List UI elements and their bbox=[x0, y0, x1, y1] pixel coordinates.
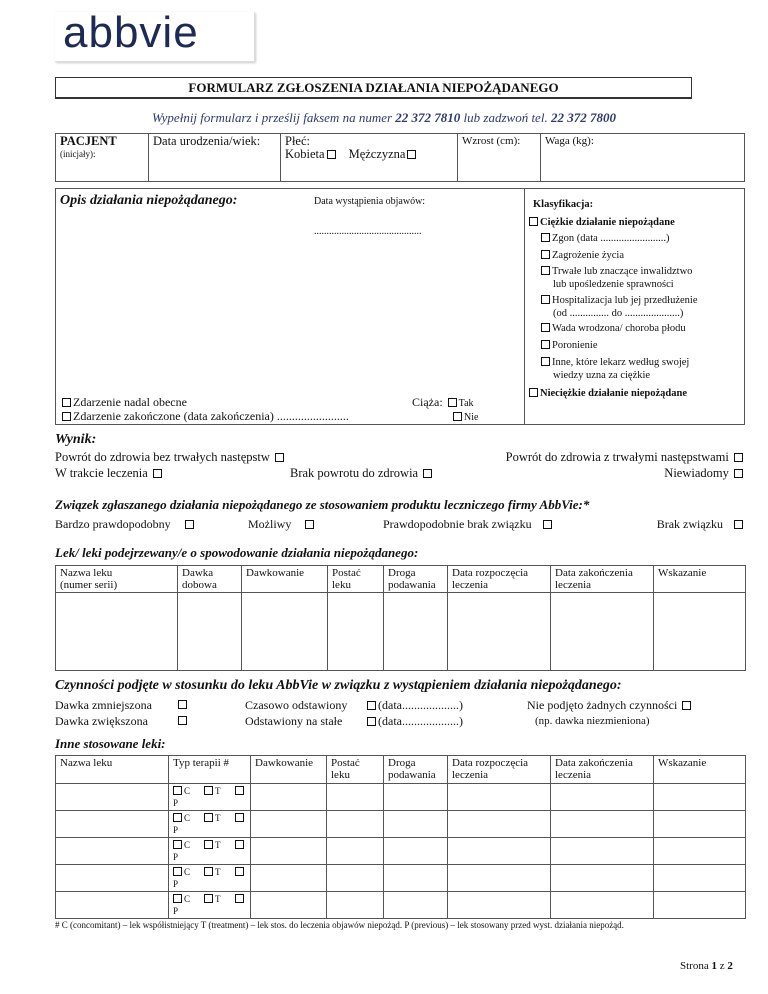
weight-field[interactable]: Waga (kg): bbox=[541, 134, 745, 182]
perm-withdrawn-checkbox[interactable] bbox=[367, 717, 376, 726]
dose-increased-checkbox[interactable] bbox=[178, 716, 187, 725]
therapy-C-checkbox[interactable] bbox=[173, 786, 182, 795]
drug-cell[interactable] bbox=[251, 865, 327, 892]
column-header: Droga podawania bbox=[384, 756, 448, 784]
column-header: Data zakończenia leczenia bbox=[551, 756, 654, 784]
serious-checkbox[interactable] bbox=[529, 217, 538, 226]
drug-cell[interactable] bbox=[654, 838, 746, 865]
table-row bbox=[56, 838, 746, 865]
no-action-checkbox[interactable] bbox=[682, 701, 691, 710]
therapy-T-checkbox[interactable] bbox=[204, 894, 213, 903]
drug-cell[interactable] bbox=[654, 865, 746, 892]
therapy-T-checkbox[interactable] bbox=[204, 840, 213, 849]
column-header: Nazwa leku bbox=[56, 756, 169, 784]
therapy-type-cell[interactable]: C TP bbox=[169, 811, 251, 838]
recovering-checkbox[interactable] bbox=[153, 469, 162, 478]
suspect-drug-table bbox=[55, 565, 746, 671]
drug-cell[interactable] bbox=[384, 811, 448, 838]
drug-cell[interactable] bbox=[327, 865, 384, 892]
drug-cell[interactable] bbox=[327, 892, 384, 919]
drug-cell[interactable] bbox=[551, 838, 654, 865]
drug-cell[interactable] bbox=[56, 593, 178, 671]
column-header: Dawka dobowa bbox=[178, 566, 242, 593]
drug-cell[interactable] bbox=[56, 838, 169, 865]
dob-field[interactable]: Data urodzenia/wiek: bbox=[149, 134, 281, 182]
page-number: Strona 1 z 2 bbox=[680, 960, 733, 972]
column-header: Data rozpoczęcia leczenia bbox=[448, 566, 551, 593]
dose-reduced-checkbox[interactable] bbox=[178, 700, 187, 709]
female-checkbox[interactable] bbox=[327, 150, 336, 159]
male-checkbox[interactable] bbox=[407, 150, 416, 159]
column-header: Data rozpoczęcia leczenia bbox=[448, 756, 551, 784]
abbvie-logo: abbvie bbox=[55, 12, 255, 62]
drug-cell[interactable] bbox=[384, 865, 448, 892]
very-likely-checkbox[interactable] bbox=[185, 520, 194, 529]
recovered-checkbox[interactable] bbox=[275, 453, 284, 462]
drug-cell[interactable] bbox=[242, 593, 328, 671]
column-header: Droga podawania bbox=[384, 566, 448, 593]
event-box: Opis działania niepożądanego: Data wystąpienia objawów: ........................................... Zdarzenie nadal obecne Zdarzenie zakończone (data zakończenia) ........................ Ciąża: Tak Nie Klasyfikacja: Ciężkie działanie niepożądane Zgon (data .........................) Zagrożenie życia Trwałe lub znaczące inwalidztwo lub upośledzenie sprawności Hospitalizacja lub jej przedłużenie (od ............... do .....................) Wada wrodzona/ choroba płodu Poronienie Inne, które lekarz według swojej wiedzy uzna za ciężkie Nieciężkie działanie niepożądane bbox=[55, 188, 745, 425]
drug-cell[interactable] bbox=[654, 593, 746, 671]
therapy-type-cell[interactable]: C TP bbox=[169, 865, 251, 892]
drug-cell[interactable] bbox=[551, 593, 654, 671]
not-related-checkbox[interactable] bbox=[734, 520, 743, 529]
probably-not-checkbox[interactable] bbox=[543, 520, 552, 529]
drug-cell[interactable] bbox=[654, 892, 746, 919]
pregnancy-no-checkbox[interactable] bbox=[453, 412, 462, 421]
drug-cell[interactable] bbox=[448, 865, 551, 892]
column-header: Postać leku bbox=[327, 756, 384, 784]
table-row bbox=[56, 811, 746, 838]
drug-cell[interactable] bbox=[551, 811, 654, 838]
other-drugs-table bbox=[55, 755, 746, 919]
miscarriage-checkbox[interactable] bbox=[541, 340, 550, 349]
drug-cell[interactable] bbox=[551, 865, 654, 892]
drug-cell[interactable] bbox=[178, 593, 242, 671]
therapy-T-checkbox[interactable] bbox=[204, 813, 213, 822]
drug-cell[interactable] bbox=[654, 784, 746, 811]
pregnancy-yes-checkbox[interactable] bbox=[448, 398, 457, 407]
therapy-T-checkbox[interactable] bbox=[204, 867, 213, 876]
therapy-C-checkbox[interactable] bbox=[173, 840, 182, 849]
therapy-C-checkbox[interactable] bbox=[173, 894, 182, 903]
nonserious-checkbox[interactable] bbox=[529, 388, 538, 397]
footnote: # C (concomitant) – lek współistniejący T (treatment) – lek stos. do leczenia objawów niepożąd. P (previous) – lek stosowany przed wyst. działania niepożąd. bbox=[55, 920, 624, 930]
congenital-checkbox[interactable] bbox=[541, 323, 550, 332]
unknown-outcome-checkbox[interactable] bbox=[734, 469, 743, 478]
drug-cell[interactable] bbox=[251, 784, 327, 811]
therapy-type-cell[interactable]: C TP bbox=[169, 892, 251, 919]
ended-checkbox[interactable] bbox=[62, 412, 71, 421]
therapy-type-cell[interactable]: C TP bbox=[169, 784, 251, 811]
column-header: Data zakończenia leczenia bbox=[551, 566, 654, 593]
drug-cell[interactable] bbox=[327, 784, 384, 811]
table-header bbox=[56, 566, 746, 593]
drug-cell[interactable] bbox=[448, 838, 551, 865]
column-header: Wskazanie bbox=[654, 566, 746, 593]
table-row bbox=[56, 865, 746, 892]
drug-cell[interactable] bbox=[448, 593, 551, 671]
drug-cell[interactable] bbox=[56, 784, 169, 811]
drug-cell[interactable] bbox=[327, 811, 384, 838]
table-row bbox=[56, 892, 746, 919]
drug-cell[interactable] bbox=[448, 811, 551, 838]
drug-cell[interactable] bbox=[384, 838, 448, 865]
hospitalization-checkbox[interactable] bbox=[541, 295, 550, 304]
therapy-T-checkbox[interactable] bbox=[204, 786, 213, 795]
column-header: Dawkowanie bbox=[251, 756, 327, 784]
drug-cell[interactable] bbox=[251, 838, 327, 865]
drug-cell[interactable] bbox=[56, 811, 169, 838]
death-checkbox[interactable] bbox=[541, 233, 550, 242]
table-header bbox=[56, 756, 746, 784]
not-recovered-checkbox[interactable] bbox=[423, 469, 432, 478]
drug-cell[interactable] bbox=[327, 838, 384, 865]
column-header: Nazwa leku (numer serii) bbox=[56, 566, 178, 593]
life-threat-checkbox[interactable] bbox=[541, 250, 550, 259]
classification-panel: Klasyfikacja: Ciężkie działanie niepożądane Zgon (data .........................) Zagrożenie życia Trwałe lub znaczące inwalidztwo lub upośledzenie sprawności Hospitalizacja lub jej przedłużenie (od ............... do .....................) Wada wrodzona/ choroba płodu Poronienie Inne, które lekarz według swojej wiedzy uzna za ciężkie Nieciężkie działanie niepożądane bbox=[524, 189, 746, 424]
therapy-P-checkbox[interactable] bbox=[235, 786, 244, 795]
drug-cell[interactable] bbox=[56, 892, 169, 919]
drug-cell[interactable] bbox=[251, 811, 327, 838]
drug-cell[interactable] bbox=[251, 892, 327, 919]
height-field[interactable]: Wzrost (cm): bbox=[458, 134, 541, 182]
table-row bbox=[56, 593, 746, 671]
therapy-P-checkbox[interactable] bbox=[235, 867, 244, 876]
therapy-C-checkbox[interactable] bbox=[173, 813, 182, 822]
patient-table: PACJENT (inicjały): Data urodzenia/wiek: Płeć: Kobieta Mężczyzna Wzrost (cm): Waga (kg): bbox=[55, 133, 745, 182]
drug-cell[interactable] bbox=[328, 593, 384, 671]
column-header: Typ terapii # bbox=[169, 756, 251, 784]
therapy-type-cell[interactable]: C TP bbox=[169, 838, 251, 865]
drug-cell[interactable] bbox=[384, 593, 448, 671]
table-row bbox=[56, 784, 746, 811]
possible-checkbox[interactable] bbox=[305, 520, 314, 529]
drug-cell[interactable] bbox=[56, 865, 169, 892]
therapy-P-checkbox[interactable] bbox=[235, 840, 244, 849]
column-header: Wskazanie bbox=[654, 756, 746, 784]
temp-withdrawn-checkbox[interactable] bbox=[367, 701, 376, 710]
drug-cell[interactable] bbox=[448, 784, 551, 811]
subtitle: Wypełnij formularz i prześlij faksem na numer 22 372 7810 lub zadzwoń tel. 22 372 7800 bbox=[152, 110, 616, 125]
disability-checkbox[interactable] bbox=[541, 266, 550, 275]
therapy-C-checkbox[interactable] bbox=[173, 867, 182, 876]
therapy-P-checkbox[interactable] bbox=[235, 813, 244, 822]
drug-cell[interactable] bbox=[654, 811, 746, 838]
onset-date-field[interactable]: ........................................... bbox=[314, 226, 422, 237]
other-serious-checkbox[interactable] bbox=[541, 357, 550, 366]
therapy-P-checkbox[interactable] bbox=[235, 894, 244, 903]
drug-cell[interactable] bbox=[384, 892, 448, 919]
drug-cell[interactable] bbox=[551, 892, 654, 919]
column-header: Postać leku bbox=[328, 566, 384, 593]
drug-cell[interactable] bbox=[448, 892, 551, 919]
drug-cell[interactable] bbox=[384, 784, 448, 811]
ongoing-checkbox[interactable] bbox=[62, 398, 71, 407]
column-header: Dawkowanie bbox=[242, 566, 328, 593]
form-title: FORMULARZ ZGŁOSZENIA DZIAŁANIA NIEPOŻĄDANEGO bbox=[55, 77, 692, 99]
recovered-sequelae-checkbox[interactable] bbox=[734, 453, 743, 462]
drug-cell[interactable] bbox=[551, 784, 654, 811]
